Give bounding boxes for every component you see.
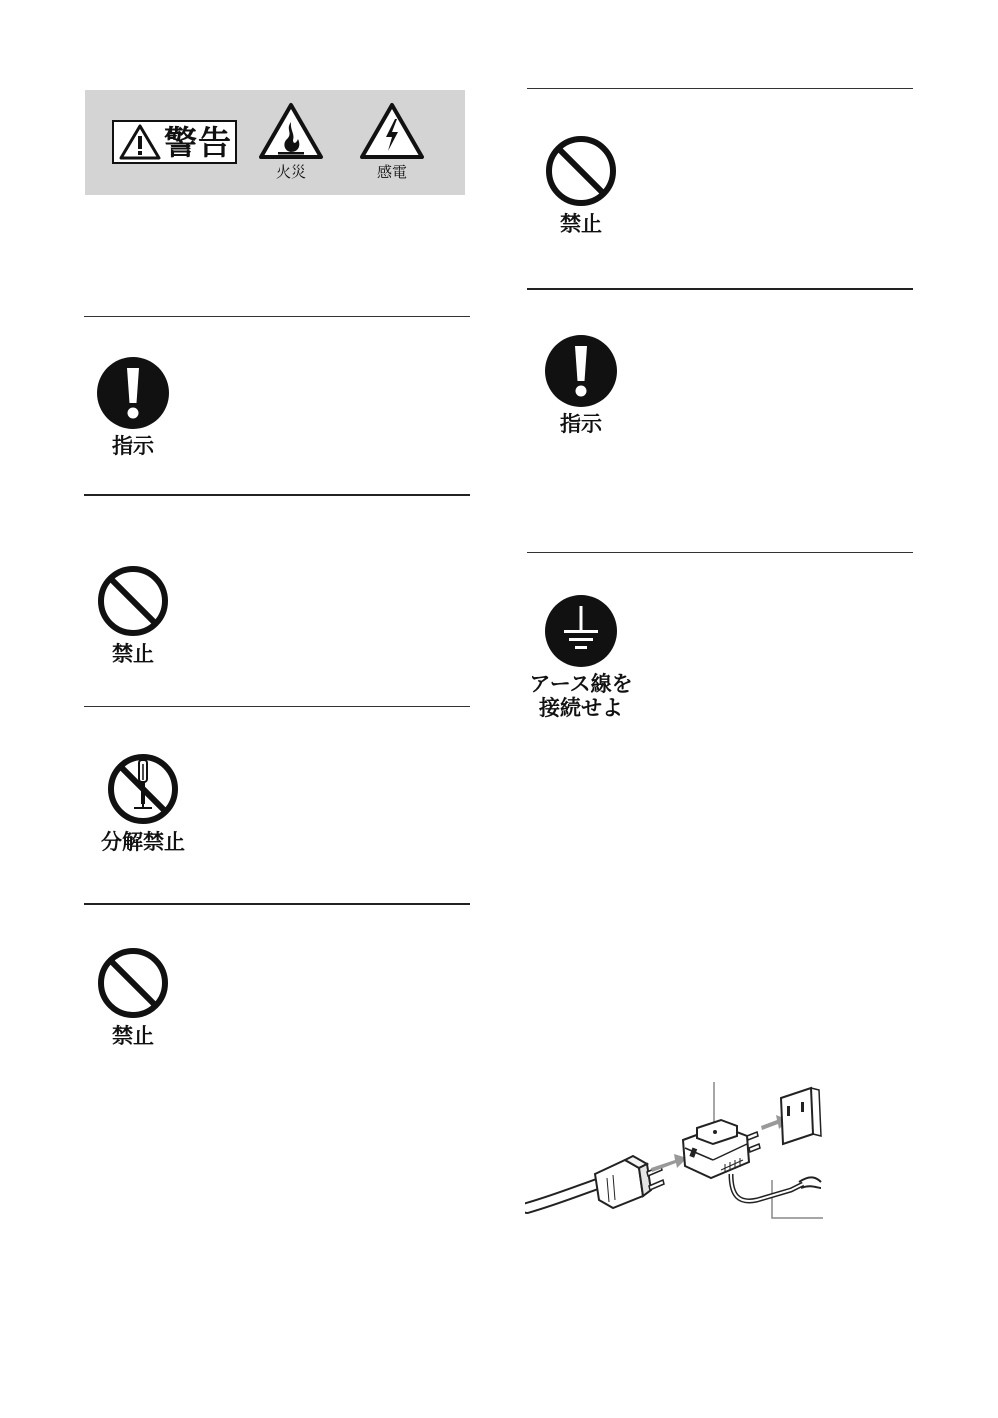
instruction-exclamation-icon bbox=[544, 334, 618, 408]
prohibition-icon bbox=[544, 134, 618, 208]
plug-adapter-grounding-illustration bbox=[525, 1078, 825, 1228]
prohibition-icon bbox=[96, 564, 170, 638]
warning-banner bbox=[85, 90, 465, 195]
section-divider bbox=[527, 552, 913, 553]
section-divider bbox=[84, 316, 470, 317]
prohibition-label: 禁止 bbox=[560, 212, 602, 236]
section-divider bbox=[84, 494, 470, 496]
fire-warning-icon bbox=[258, 102, 324, 160]
plug-adapter-figure bbox=[525, 1078, 825, 1228]
fire-warning bbox=[256, 102, 326, 182]
instruction-symbol bbox=[521, 334, 641, 436]
ground-connection-icon bbox=[544, 594, 618, 668]
electric-shock-warning-label: 感電 bbox=[376, 163, 407, 181]
section-divider bbox=[84, 903, 470, 905]
prohibition-icon bbox=[96, 946, 170, 1020]
warning-title: 警告 bbox=[164, 122, 232, 162]
warning-title-box bbox=[112, 120, 237, 164]
instruction-exclamation-icon bbox=[96, 356, 170, 430]
prohibition-symbol bbox=[73, 564, 193, 666]
no-disassembly-icon bbox=[106, 752, 180, 826]
ground-connection-symbol bbox=[521, 594, 641, 720]
prohibition-symbol bbox=[73, 946, 193, 1048]
section-divider bbox=[527, 288, 913, 290]
prohibition-label: 禁止 bbox=[112, 642, 154, 666]
no-disassembly-symbol bbox=[83, 752, 203, 854]
section-divider bbox=[527, 88, 913, 89]
electric-shock-warning bbox=[357, 102, 427, 182]
instruction-symbol bbox=[73, 356, 193, 458]
fire-warning-label: 火災 bbox=[275, 163, 306, 181]
electric-shock-warning-icon bbox=[359, 102, 425, 160]
ground-connection-label-line-1: アース線を bbox=[529, 672, 633, 696]
instruction-label: 指示 bbox=[112, 434, 154, 458]
warning-triangle-icon bbox=[118, 123, 162, 161]
no-disassembly-label: 分解禁止 bbox=[101, 830, 185, 854]
instruction-label: 指示 bbox=[560, 412, 602, 436]
prohibition-label: 禁止 bbox=[112, 1024, 154, 1048]
ground-connection-label-line-2: 接続せよ bbox=[539, 696, 623, 721]
section-divider bbox=[84, 706, 470, 707]
prohibition-symbol bbox=[521, 134, 641, 236]
